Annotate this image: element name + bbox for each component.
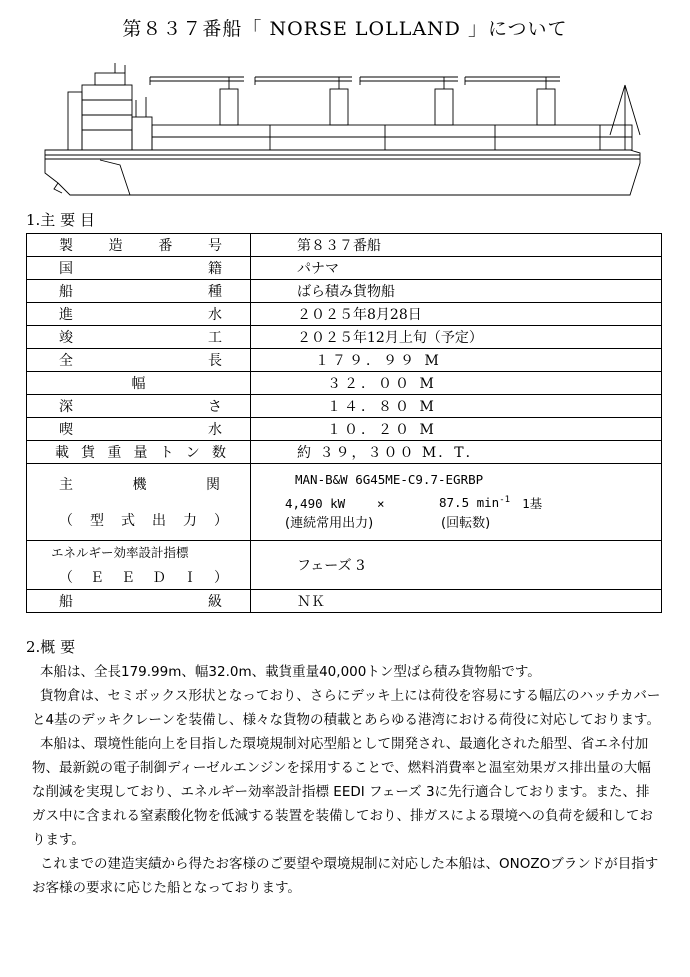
table-row: 主 機 関 （ 型 式 出 力 ） MAN-B&W 6G45ME-C9.7-EGRBP 4,490 kW × 87.5 $\min^{-1} 1$基 (連続常用出力) (回転数) [27, 464, 662, 541]
table-row: 船 種 ばら積み貨物船 [27, 280, 662, 303]
ship-type-value: ばら積み貨物船 [251, 280, 662, 303]
table-row: 竣 工 ２０２５年12月上旬（予定） [27, 326, 662, 349]
table-row: 国 籍 パナマ [27, 257, 662, 280]
draft-value: １０．２０ M [327, 422, 437, 438]
table-row: 製 造 番 号 第８３７番船 [27, 234, 662, 257]
table-row: 載 貨 重 量 ト ン 数 約 ３９，３００ M．T． [27, 441, 662, 464]
flag-value: パナマ [251, 257, 662, 280]
table-row: 深 さ １４．８０ M [27, 395, 662, 418]
engine-output: 4,490 kW [285, 495, 346, 511]
engine-rpm: 87.5 min [439, 495, 500, 511]
ship-profile-drawing [40, 55, 660, 205]
depth-value: １４．８０ M [327, 399, 437, 415]
engine-times: × [377, 495, 385, 511]
eedi-value: フェーズ 3 [251, 541, 662, 590]
eedi-label: エネルギー効率設計指標 [51, 545, 189, 560]
delivery-value: ２０２５年12月上旬（予定） [251, 326, 662, 349]
engine-rpm-note: (回転数) [441, 515, 491, 531]
overview-text [32, 660, 662, 900]
class-value: ＮＫ [251, 590, 662, 613]
spec-table [26, 233, 662, 613]
table-row: エネルギー効率設計指標 （ Ｅ Ｅ Ｄ Ｉ ） フェーズ 3 [27, 541, 662, 590]
overview-paragraph: 本船は、全長179.99m、幅32.0m、載貨重量40,000トン型ばら積み貨物船です。 [40, 664, 541, 680]
breadth-value: ３２．００ M [327, 376, 437, 392]
engine-count: 1基 [522, 495, 543, 511]
dwt-value: 約 ３９，３００ M．T． [251, 441, 662, 464]
table-row: 進 水 ２０２５年8月28日 [27, 303, 662, 326]
table-row: 船 級 ＮＫ [27, 590, 662, 613]
overview-paragraph: これまでの建造実績から得たお客様のご要望や環境規制に対応した本船は、ONOZOブランドが目指すお客様の要求に応じた船となっております。 [32, 856, 659, 896]
engine-rpm-exp: -1 [499, 495, 511, 506]
overview-paragraph: 本船は、環境性能向上を目指した環境規制対応型船として開発され、最適化された船型、省エネ付加物、最新鋭の電子制御ディーゼルエンジンを採用することで、燃料消費率と温室効果ガス排出量の大幅な削減を実現しており、エネルギー効率設計指標 EEDI フェーズ 3に先行適合しております。また、排ガス中に含まれる窒素酸化物を低減する装置を装備しており、排ガスによる環境への負荷を緩和しております。 [32, 736, 653, 848]
table-row: 全 長 １７９．９９ M [27, 349, 662, 372]
spec-heading: 1.主 要 目 [26, 211, 95, 229]
loa-value: １７９．９９ M [315, 353, 442, 369]
engine-output-note: (連続常用出力) [285, 515, 374, 531]
table-row [27, 372, 662, 395]
builder-no-value: 第８３７番船 [251, 234, 662, 257]
launch-value: ２０２５年8月28日 [251, 303, 662, 326]
breadth-label: 幅 [27, 372, 251, 395]
engine-model: MAN-B&W 6G45ME-C9.7-EGRBP [295, 472, 484, 488]
table-row: 喫 水 １０．２０ M [27, 418, 662, 441]
page-title: 第８３７番船「 NORSE LOLLAND 」について [122, 18, 568, 40]
overview-paragraph: 貨物倉は、セミボックス形状となっており、さらにデッキ上には荷役を容易にする幅広のハッチカバーと4基のデッキクレーンを装備し、様々な貨物の積載とあらゆる港湾における荷役に対応しております。 [32, 688, 661, 728]
overview-heading: 2.概 要 [26, 638, 76, 656]
